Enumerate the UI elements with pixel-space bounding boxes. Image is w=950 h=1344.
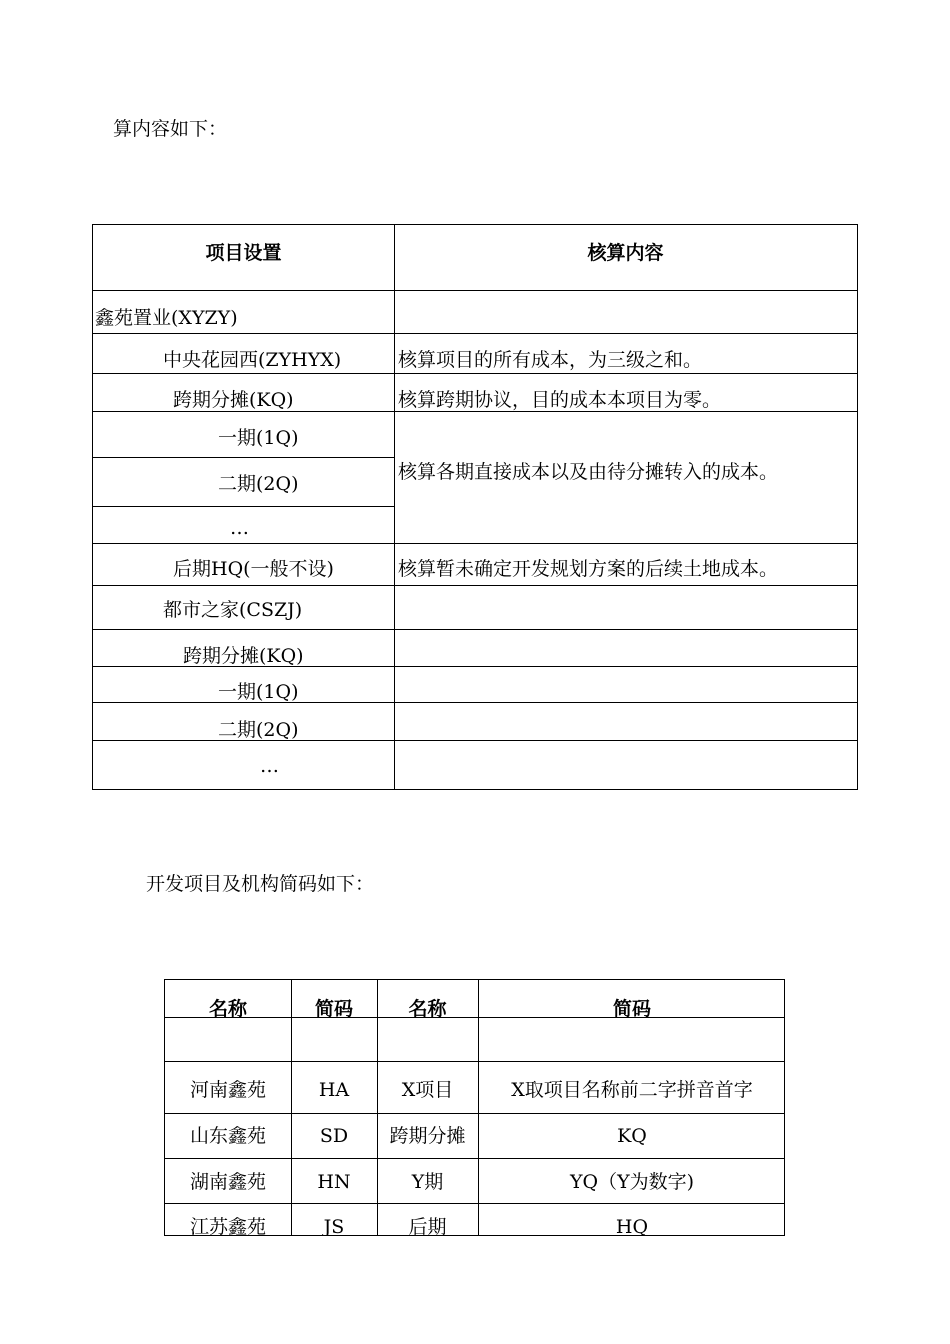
row-divider (93, 333, 857, 334)
table-cell: X取项目名称前二字拼音首字 (511, 1079, 753, 1101)
row-divider (93, 373, 857, 374)
header-name-1: 名称 (208, 998, 247, 1020)
header-name-2: 名称 (408, 998, 447, 1020)
intro-text: 算内容如下： (113, 118, 228, 140)
table-cell: 后期 (408, 1216, 447, 1236)
row-divider (165, 1158, 784, 1159)
table-cell: 山东鑫苑 (189, 1125, 266, 1147)
table-bottom-border (164, 1235, 785, 1236)
table-cell-setting: 跨期分摊(KQ) (173, 389, 294, 411)
codes-table (164, 979, 785, 1236)
row-divider (165, 1113, 784, 1114)
header-code-1: 简码 (314, 998, 353, 1020)
row-divider (93, 740, 857, 741)
table-cell: 江苏鑫苑 (189, 1216, 266, 1236)
codes-intro-text: 开发项目及机构简码如下： (146, 873, 375, 895)
table-cell-content: 核算暂未确定开发规划方案的后续土地成本。 (398, 558, 779, 580)
header-code-2: 简码 (612, 998, 651, 1020)
row-divider (93, 506, 394, 507)
table-cell-setting: 二期(2Q) (218, 719, 299, 741)
table-cell: YQ（Y为数字) (569, 1171, 695, 1193)
table-cell-setting: 一期(1Q) (218, 681, 299, 703)
table-cell-content: 核算跨期协议，目的成本本项目为零。 (398, 389, 722, 411)
table-cell: 跨期分摊 (389, 1125, 466, 1147)
table-cell: Y期 (411, 1171, 444, 1193)
table-cell-setting: … (260, 755, 279, 777)
table-cell: HA (318, 1079, 350, 1101)
table-cell-setting: … (230, 517, 249, 539)
row-divider (93, 411, 857, 412)
table-cell-setting: 都市之家(CSZJ) (163, 599, 303, 621)
row-divider (93, 457, 394, 458)
row-divider (93, 629, 857, 630)
table-cell: KQ (617, 1125, 647, 1147)
table-cell-setting: 二期(2Q) (218, 473, 299, 495)
table-cell-content: 核算项目的所有成本，为三级之和。 (398, 349, 703, 371)
row-divider (165, 1203, 784, 1204)
row-divider (93, 290, 857, 291)
table-cell: JS (323, 1216, 345, 1236)
table-cell: X项目 (401, 1079, 454, 1101)
header-content: 核算内容 (587, 242, 664, 264)
column-divider (394, 225, 395, 789)
row-divider (93, 702, 857, 703)
row-divider (93, 543, 857, 544)
table-cell: HN (317, 1171, 351, 1193)
table-cell: 河南鑫苑 (189, 1079, 266, 1101)
table-cell: HQ (615, 1216, 649, 1236)
table-cell: 湖南鑫苑 (189, 1171, 266, 1193)
header-setting: 项目设置 (205, 242, 282, 264)
table-cell: SD (319, 1125, 349, 1147)
table-cell-content: 核算各期直接成本以及由待分摊转入的成本。 (398, 461, 779, 483)
table-cell-setting: 中央花园西(ZYHYX) (163, 349, 342, 371)
table-cell-setting: 一期(1Q) (218, 427, 299, 449)
row-divider (165, 1061, 784, 1062)
table-cell-setting: 跨期分摊(KQ) (183, 645, 304, 667)
row-divider (93, 585, 857, 586)
table-cell-setting: 后期HQ(一般不设) (173, 558, 334, 580)
table-cell-setting: 鑫苑置业(XYZY) (95, 307, 238, 329)
accounting-table (92, 224, 858, 790)
